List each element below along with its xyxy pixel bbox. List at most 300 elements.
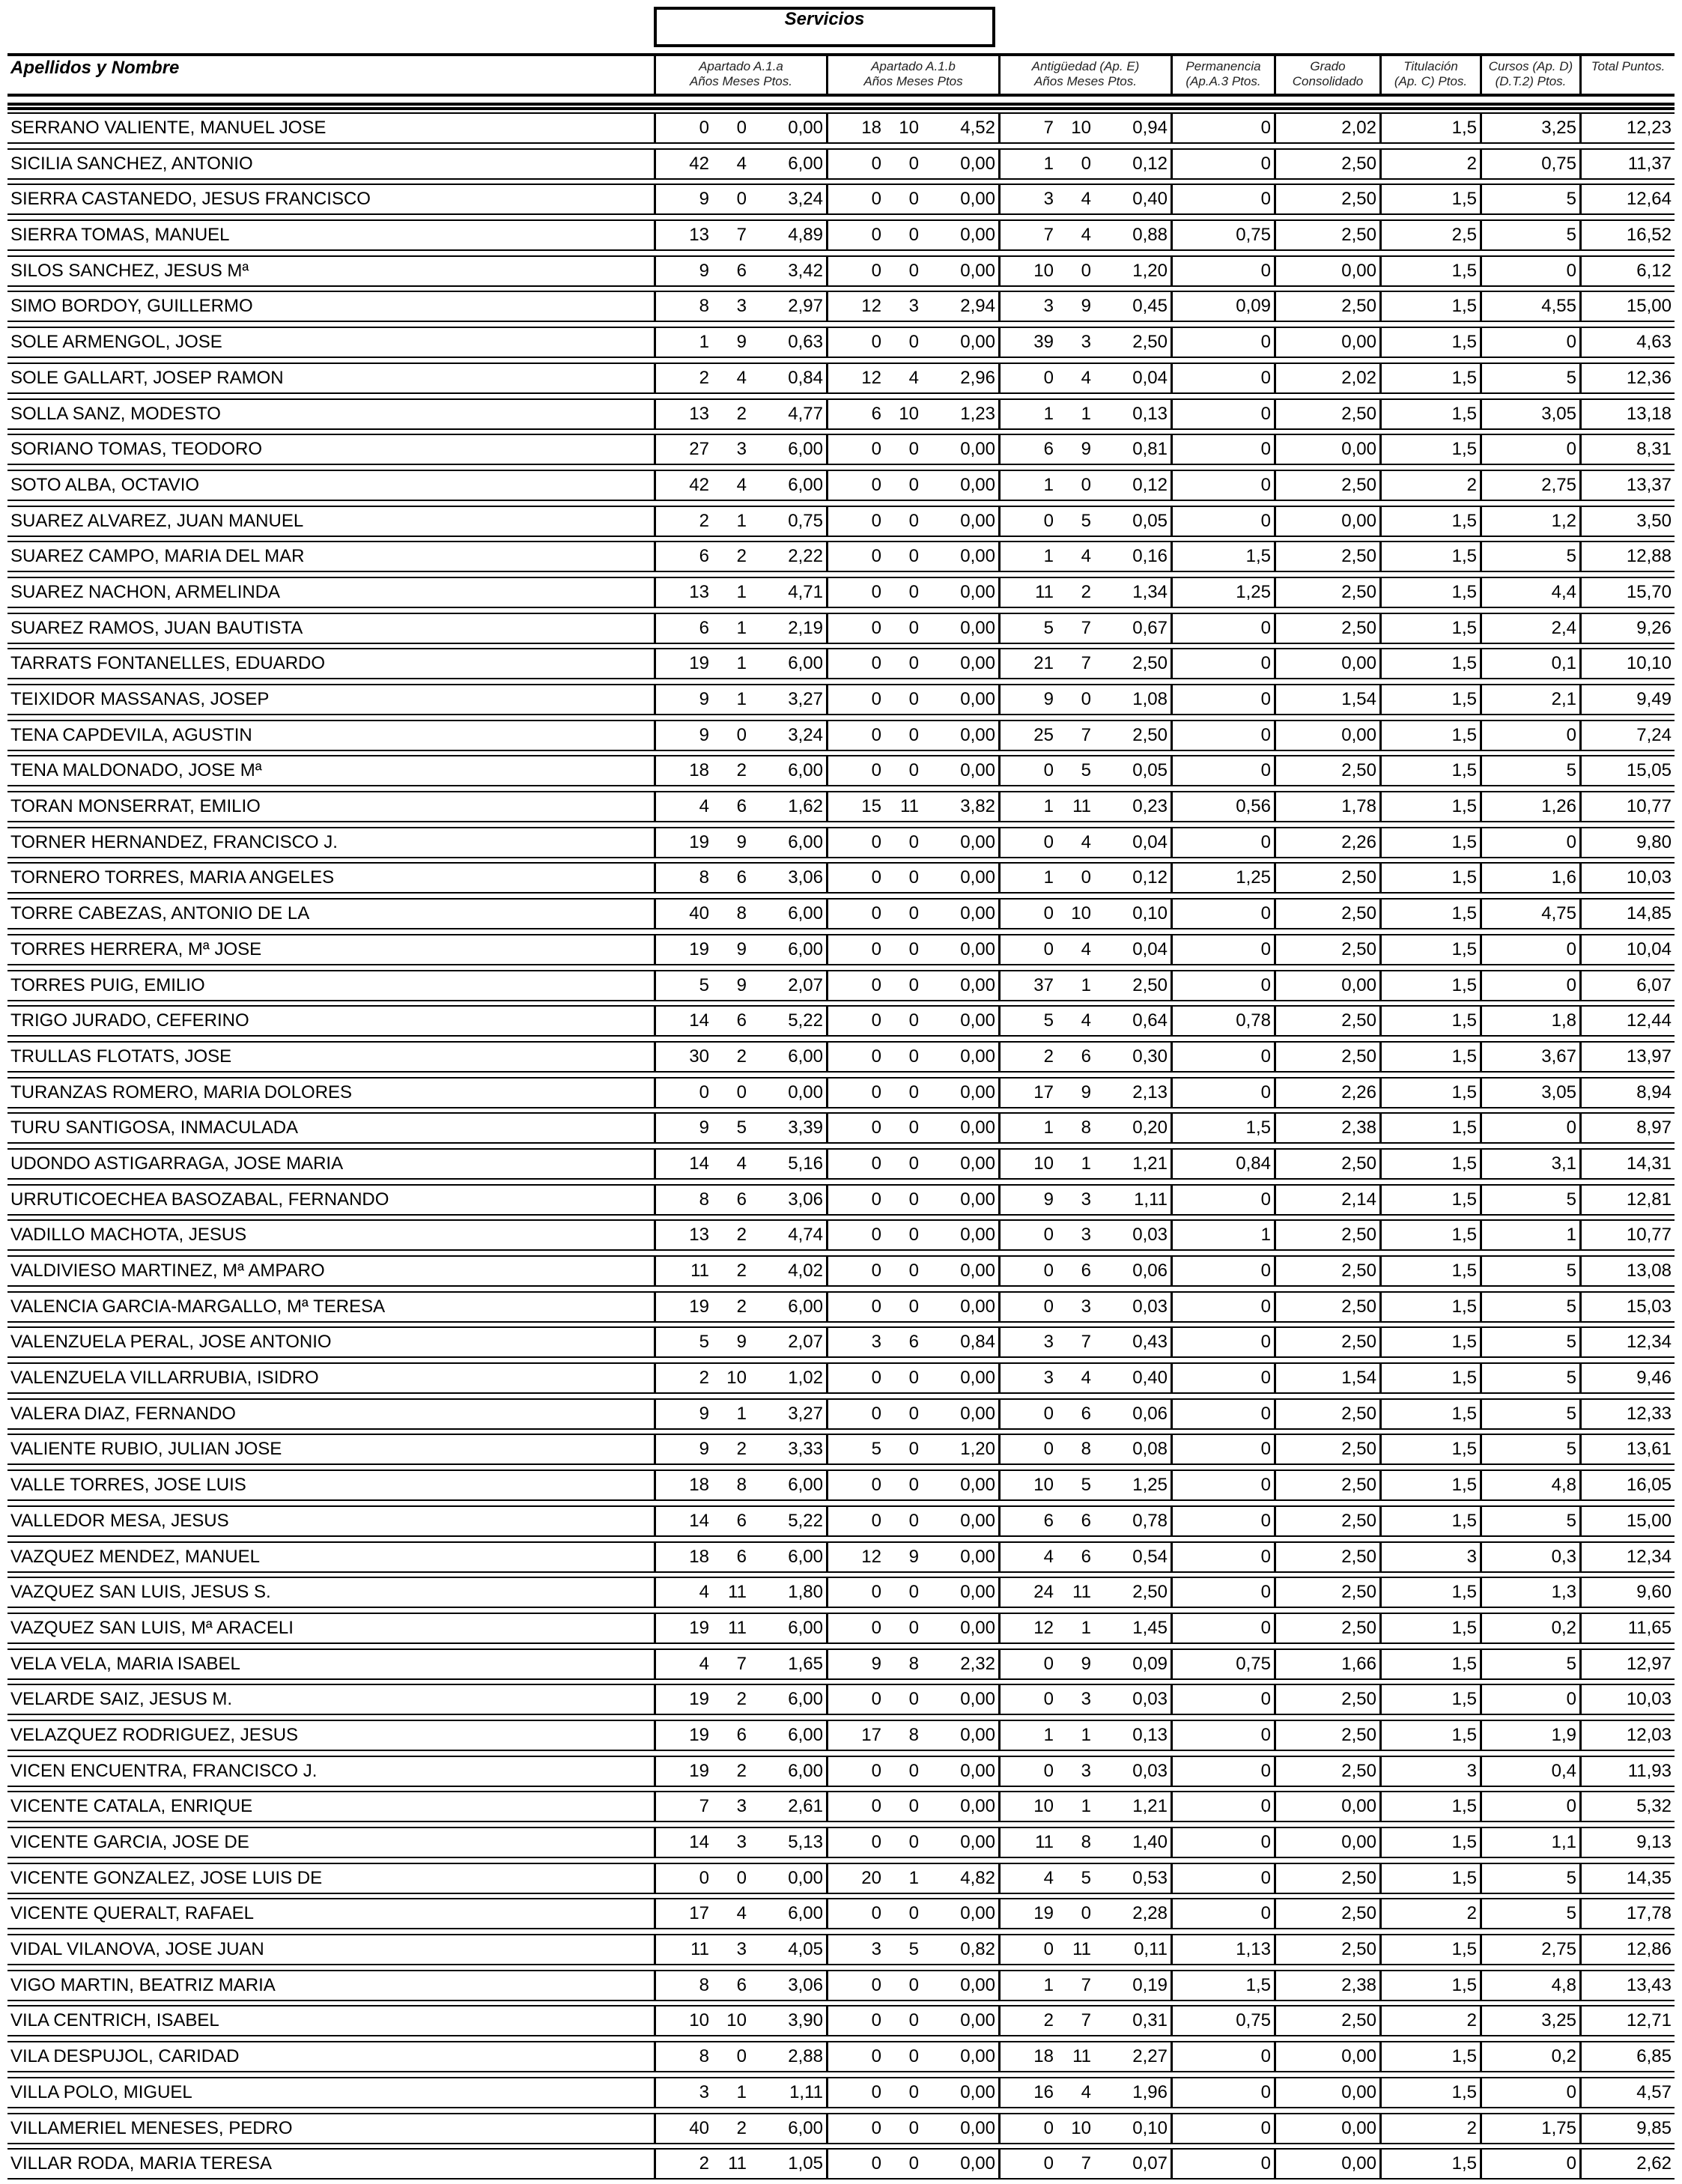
table-row (7, 112, 1675, 144)
cell-permanencia: 0 (1260, 1403, 1271, 1424)
cell-a1b-meses: 0 (908, 260, 919, 281)
cell-grado: 2,50 (1341, 474, 1376, 495)
column-divider (1171, 328, 1173, 357)
column-divider (826, 1757, 828, 1786)
cell-total: 10,03 (1626, 867, 1672, 888)
column-divider (1480, 685, 1482, 714)
cell-a1b-anos: 12 (861, 296, 881, 317)
column-divider (998, 756, 1001, 785)
cell-a1a-anos: 19 (689, 831, 709, 852)
cell-a1b-ptos: 0,00 (960, 617, 995, 638)
cell-cursos: 4,8 (1551, 1974, 1576, 1995)
column-divider (1274, 1079, 1276, 1107)
cell-a1a-ptos: 6,00 (788, 2117, 823, 2138)
cell-titulacion: 1,5 (1451, 1974, 1477, 1995)
column-divider (1480, 1186, 1482, 1214)
cell-a1b-ptos: 0,00 (960, 1368, 995, 1389)
cell-antig-meses: 8 (1081, 1439, 1091, 1460)
cell-antig-anos: 1 (1043, 1117, 1054, 1138)
cell-grado: 0,00 (1341, 332, 1376, 353)
column-divider (1274, 257, 1276, 285)
cell-permanencia: 1,25 (1236, 867, 1271, 888)
cell-a1b-anos: 0 (871, 653, 881, 674)
cell-total: 9,85 (1636, 2117, 1672, 2138)
cell-a1b-ptos: 0,00 (960, 225, 995, 246)
cell-a1b-meses: 0 (908, 1368, 919, 1389)
column-divider (1171, 185, 1173, 213)
cell-a1a-ptos: 6,00 (788, 1689, 823, 1710)
column-divider (998, 2114, 1001, 2143)
column-divider (654, 328, 656, 357)
column-divider (1579, 756, 1582, 785)
table-row (7, 291, 1675, 322)
column-divider (1171, 1899, 1173, 1928)
cell-a1a-meses: 5 (736, 1117, 747, 1138)
cell-name: TURANZAS ROMERO, MARIA DOLORES (10, 1082, 353, 1102)
table-row (7, 862, 1675, 894)
cell-a1b-ptos: 0,00 (960, 1974, 995, 1995)
cell-a1b-anos: 0 (871, 332, 881, 353)
cell-a1b-anos: 0 (871, 1296, 881, 1317)
column-divider (1480, 828, 1482, 857)
column-divider (654, 1792, 656, 1821)
column-divider (998, 649, 1001, 678)
cell-antig-anos: 3 (1043, 1332, 1054, 1353)
column-divider (1379, 1364, 1382, 1392)
cell-total: 13,08 (1626, 1261, 1672, 1281)
header-name: Apellidos y Nombre (10, 58, 180, 78)
column-divider (998, 364, 1001, 392)
cell-antig-anos: 19 (1033, 1903, 1054, 1924)
column-divider (998, 257, 1001, 285)
column-divider (826, 1471, 828, 1499)
cell-permanencia: 0 (1260, 2117, 1271, 2138)
column-divider (1379, 1293, 1382, 1321)
column-divider (1579, 792, 1582, 821)
cell-a1b-meses: 0 (908, 1010, 919, 1031)
column-divider (1171, 2114, 1173, 2143)
cell-grado: 2,50 (1341, 1867, 1376, 1888)
header-a1b: Apartado A.1.b Años Meses Ptos (863, 59, 963, 88)
column-divider (1171, 1650, 1173, 1678)
cell-a1b-anos: 0 (871, 1510, 881, 1531)
column-divider (1480, 1079, 1482, 1107)
cell-a1a-anos: 19 (689, 1724, 709, 1745)
cell-antig-ptos: 0,43 (1132, 1332, 1168, 1353)
column-divider (998, 1614, 1001, 1642)
cell-titulacion: 1,5 (1451, 1832, 1477, 1852)
column-divider (998, 1792, 1001, 1821)
column-divider (1480, 1400, 1482, 1428)
column-divider (1171, 1971, 1173, 2000)
column-divider (654, 1757, 656, 1786)
column-divider (654, 1114, 656, 1142)
column-divider (826, 649, 828, 678)
cell-a1b-meses: 0 (908, 903, 919, 924)
cell-antig-meses: 6 (1081, 1046, 1091, 1067)
column-divider (1480, 292, 1482, 321)
cell-a1a-meses: 1 (736, 617, 747, 638)
cell-permanencia: 0 (1260, 1867, 1271, 1888)
cell-cursos: 0,3 (1551, 1546, 1576, 1567)
cell-antig-anos: 1 (1043, 796, 1054, 817)
cell-antig-ptos: 2,50 (1132, 724, 1168, 745)
cell-name: SOTO ALBA, OCTAVIO (10, 474, 200, 495)
cell-grado: 2,50 (1341, 903, 1376, 924)
cell-a1b-ptos: 0,00 (960, 581, 995, 602)
cell-antig-ptos: 0,11 (1134, 1939, 1168, 1960)
cell-cursos: 3,1 (1551, 1153, 1576, 1174)
cell-a1a-anos: 14 (689, 1510, 709, 1531)
cell-a1b-ptos: 4,52 (960, 118, 995, 138)
cell-a1b-meses: 10 (899, 403, 919, 424)
cell-antig-ptos: 0,05 (1132, 510, 1168, 531)
cell-titulacion: 1,5 (1451, 1082, 1477, 1102)
cell-antig-anos: 10 (1033, 1475, 1054, 1496)
cell-a1a-ptos: 1,62 (788, 796, 823, 817)
column-divider (654, 507, 656, 536)
column-divider (1274, 935, 1276, 964)
cell-antig-ptos: 0,04 (1132, 938, 1168, 959)
cell-a1a-meses: 9 (736, 938, 747, 959)
column-divider (826, 400, 828, 428)
cell-a1a-anos: 42 (689, 474, 709, 495)
cell-antig-meses: 11 (1072, 1939, 1091, 1960)
cell-a1a-anos: 8 (699, 1189, 709, 1210)
column-divider (1379, 1899, 1382, 1928)
cell-grado: 2,50 (1341, 1617, 1376, 1638)
cell-name: VELA VELA, MARIA ISABEL (10, 1653, 240, 1674)
column-divider (654, 400, 656, 428)
column-divider (1379, 2078, 1382, 2107)
column-divider (1171, 900, 1173, 928)
cell-permanencia: 0 (1260, 1046, 1271, 1067)
column-divider (1480, 1507, 1482, 1535)
cell-titulacion: 1,5 (1451, 2081, 1477, 2102)
cell-a1b-anos: 0 (871, 510, 881, 531)
table-row (7, 1648, 1675, 1680)
cell-a1b-ptos: 0,00 (960, 1153, 995, 1174)
cell-name: SOLE ARMENGOL, JOSE (10, 332, 222, 353)
cell-total: 9,26 (1636, 617, 1672, 638)
header-permanencia: Permanencia (Ap.A.3 Ptos. (1185, 59, 1261, 88)
cell-a1a-ptos: 0,63 (788, 332, 823, 353)
cell-a1a-meses: 8 (736, 1475, 747, 1496)
cell-a1b-ptos: 0,00 (960, 1582, 995, 1603)
cell-a1a-anos: 10 (689, 2010, 709, 2031)
cell-antig-anos: 7 (1043, 225, 1054, 246)
cell-titulacion: 1,5 (1451, 332, 1477, 353)
cell-titulacion: 1,5 (1451, 296, 1477, 317)
column-divider (826, 2114, 828, 2143)
column-divider (654, 1435, 656, 1463)
cell-a1b-anos: 0 (871, 1903, 881, 1924)
column-divider (1379, 971, 1382, 1000)
cell-titulacion: 1,5 (1451, 1796, 1477, 1817)
cell-titulacion: 1,5 (1451, 689, 1477, 709)
column-divider (1171, 721, 1173, 750)
column-divider (1579, 292, 1582, 321)
table-row (7, 1255, 1675, 1287)
cell-a1a-meses: 0 (736, 189, 747, 210)
cell-total: 12,23 (1626, 118, 1672, 138)
cell-antig-meses: 9 (1081, 439, 1091, 460)
cell-a1b-meses: 0 (908, 1582, 919, 1603)
column-divider (1579, 1650, 1582, 1678)
cell-a1a-anos: 4 (699, 796, 709, 817)
cell-permanencia: 0 (1260, 403, 1271, 424)
cell-permanencia: 0 (1260, 1296, 1271, 1317)
cell-a1b-meses: 0 (908, 1082, 919, 1102)
cell-total: 11,93 (1627, 1760, 1672, 1781)
cell-permanencia: 0 (1260, 2081, 1271, 2102)
cell-antig-anos: 1 (1043, 867, 1054, 888)
column-divider (1480, 1971, 1482, 2000)
cell-cursos: 5 (1566, 1261, 1576, 1281)
cell-antig-ptos: 0,03 (1132, 1760, 1168, 1781)
cell-total: 12,44 (1626, 1010, 1672, 1031)
column-divider (1171, 507, 1173, 536)
cell-a1a-ptos: 5,13 (788, 1832, 823, 1852)
cell-a1a-ptos: 6,00 (788, 439, 823, 460)
column-divider (1579, 328, 1582, 357)
cell-a1b-anos: 6 (871, 403, 881, 424)
cell-antig-ptos: 2,13 (1132, 1082, 1168, 1102)
cell-a1a-ptos: 1,05 (788, 2153, 823, 2174)
cell-total: 15,70 (1626, 581, 1672, 602)
cell-a1b-meses: 0 (908, 225, 919, 246)
column-divider (1579, 1186, 1582, 1214)
column-divider (1379, 1578, 1382, 1607)
cell-antig-meses: 10 (1071, 903, 1091, 924)
cell-antig-meses: 10 (1071, 2117, 1091, 2138)
cell-antig-meses: 6 (1081, 1510, 1091, 1531)
cell-permanencia: 0 (1260, 831, 1271, 852)
cell-a1b-ptos: 0,00 (960, 510, 995, 531)
column-divider (826, 1150, 828, 1178)
cell-a1b-meses: 1 (908, 1867, 919, 1888)
column-divider (1171, 364, 1173, 392)
column-divider (998, 471, 1001, 500)
column-divider (1480, 114, 1482, 142)
column-divider (1480, 649, 1482, 678)
column-divider (654, 721, 656, 750)
column-divider (998, 1043, 1001, 1071)
cell-grado: 2,50 (1341, 1296, 1376, 1317)
cell-a1a-meses: 2 (736, 1760, 747, 1781)
cell-antig-ptos: 1,21 (1132, 1153, 1168, 1174)
cell-a1b-anos: 0 (871, 1796, 881, 1817)
table-row (7, 1827, 1675, 1858)
cell-grado: 2,50 (1341, 546, 1376, 567)
table-row (7, 1148, 1675, 1180)
cell-a1b-meses: 0 (908, 1760, 919, 1781)
cell-antig-anos: 5 (1043, 617, 1054, 638)
column-divider (1579, 114, 1582, 142)
cell-a1b-ptos: 4,82 (960, 1867, 995, 1888)
cell-a1b-anos: 9 (871, 1653, 881, 1674)
column-divider (1480, 900, 1482, 928)
cell-a1a-ptos: 3,06 (788, 867, 823, 888)
column-divider (826, 1828, 828, 1857)
cell-total: 12,81 (1626, 1189, 1672, 1210)
column-divider (998, 1186, 1001, 1214)
cell-name: VALLEDOR MESA, JESUS (10, 1510, 229, 1531)
column-divider (1274, 685, 1276, 714)
cell-a1b-meses: 10 (899, 118, 919, 138)
cell-a1b-meses: 0 (908, 2081, 919, 2102)
cell-grado: 2,50 (1341, 225, 1376, 246)
cell-a1b-meses: 0 (908, 1832, 919, 1852)
column-divider (1171, 257, 1173, 285)
cell-a1a-meses: 2 (736, 2117, 747, 2138)
cell-antig-ptos: 1,08 (1132, 689, 1168, 709)
cell-antig-ptos: 0,13 (1132, 403, 1168, 424)
column-divider (1274, 185, 1276, 213)
column-divider (654, 2078, 656, 2107)
cell-a1b-anos: 0 (871, 2046, 881, 2067)
cell-antig-meses: 9 (1081, 296, 1091, 317)
column-divider (1171, 649, 1173, 678)
cell-a1a-meses: 7 (736, 225, 747, 246)
cell-a1b-ptos: 0,00 (960, 653, 995, 674)
cell-antig-anos: 16 (1033, 2081, 1054, 2102)
cell-a1b-ptos: 0,00 (960, 546, 995, 567)
cell-antig-ptos: 0,31 (1132, 2010, 1168, 2031)
cell-cursos: 1,1 (1551, 1832, 1576, 1852)
column-divider (1579, 828, 1582, 857)
column-divider (1480, 1828, 1482, 1857)
cell-antig-anos: 11 (1035, 1832, 1054, 1852)
cell-a1b-meses: 8 (908, 1653, 919, 1674)
column-divider (998, 400, 1001, 428)
cell-a1b-ptos: 0,00 (960, 1296, 995, 1317)
table-row (7, 1077, 1675, 1108)
column-divider (998, 507, 1001, 536)
cell-antig-ptos: 0,64 (1132, 1010, 1168, 1031)
cell-antig-ptos: 0,16 (1132, 546, 1168, 567)
column-divider (1274, 114, 1276, 142)
cell-a1b-anos: 0 (871, 1403, 881, 1424)
cell-a1a-ptos: 1,80 (788, 1582, 823, 1603)
column-divider (826, 935, 828, 964)
header-total: Total Puntos. (1591, 59, 1666, 73)
cell-grado: 2,50 (1341, 153, 1376, 174)
cell-antig-anos: 11 (1035, 581, 1054, 602)
column-divider (826, 1685, 828, 1714)
column-divider (1379, 828, 1382, 857)
cell-a1a-anos: 4 (699, 1582, 709, 1603)
column-divider (826, 1364, 828, 1392)
column-divider (998, 1935, 1001, 1964)
cell-a1b-ptos: 0,00 (960, 1117, 995, 1138)
cell-cursos: 1,26 (1541, 796, 1576, 817)
cell-a1a-anos: 7 (699, 1796, 709, 1817)
column-divider (1480, 1864, 1482, 1893)
cell-name: VALENCIA GARCIA-MARGALLO, Mª TERESA (10, 1296, 386, 1317)
column-divider (826, 2150, 828, 2178)
cell-permanencia: 0 (1260, 367, 1271, 388)
cell-antig-meses: 1 (1081, 1617, 1091, 1638)
cell-a1a-meses: 1 (736, 689, 747, 709)
cell-antig-ptos: 1,21 (1132, 1796, 1168, 1817)
table-row (7, 1398, 1675, 1430)
cell-a1a-ptos: 3,27 (788, 1403, 823, 1424)
column-divider (1274, 364, 1276, 392)
column-divider (1480, 935, 1482, 964)
column-divider (654, 971, 656, 1000)
cell-antig-anos: 25 (1033, 724, 1054, 745)
column-divider (1274, 792, 1276, 821)
cell-a1b-meses: 0 (908, 1974, 919, 1995)
cell-a1b-ptos: 0,00 (960, 2081, 995, 2102)
cell-cursos: 1,6 (1551, 867, 1576, 888)
column-divider (1480, 150, 1482, 178)
cell-name: SOLLA SANZ, MODESTO (10, 403, 221, 424)
column-divider (998, 292, 1001, 321)
column-divider (1579, 935, 1582, 964)
cell-grado: 0,00 (1341, 260, 1376, 281)
cell-a1a-anos: 0 (699, 1082, 709, 1102)
column-divider (1274, 1043, 1276, 1071)
cell-a1b-anos: 0 (871, 1475, 881, 1496)
cell-titulacion: 1,5 (1451, 760, 1477, 781)
cell-a1a-ptos: 6,00 (788, 1546, 823, 1567)
column-divider (826, 578, 828, 607)
cell-a1b-meses: 0 (908, 760, 919, 781)
cell-permanencia: 0 (1260, 1439, 1271, 1460)
cell-a1b-anos: 0 (871, 546, 881, 567)
table-row (7, 1362, 1675, 1394)
cell-a1b-anos: 0 (871, 831, 881, 852)
cell-cursos: 0 (1566, 974, 1576, 995)
cell-a1a-ptos: 6,00 (788, 153, 823, 174)
cell-cursos: 5 (1566, 1189, 1576, 1210)
cell-permanencia: 0 (1260, 153, 1271, 174)
column-divider (1379, 1864, 1382, 1893)
cell-a1b-ptos: 0,00 (960, 689, 995, 709)
cell-cursos: 1,75 (1541, 2117, 1576, 2138)
cell-grado: 2,50 (1341, 867, 1376, 888)
cell-permanencia: 0 (1260, 2046, 1271, 2067)
column-divider (654, 364, 656, 392)
cell-a1b-ptos: 0,00 (960, 1546, 995, 1567)
column-divider (1274, 1507, 1276, 1535)
cell-a1b-meses: 0 (908, 724, 919, 745)
cell-a1b-meses: 0 (908, 938, 919, 959)
cell-total: 8,97 (1636, 1117, 1672, 1138)
column-divider (826, 1400, 828, 1428)
column-divider (826, 185, 828, 213)
cell-permanencia: 0 (1260, 1760, 1271, 1781)
cell-antig-ptos: 0,04 (1132, 831, 1168, 852)
cell-a1a-ptos: 5,22 (788, 1010, 823, 1031)
cell-a1a-anos: 9 (699, 689, 709, 709)
cell-a1b-anos: 3 (871, 1332, 881, 1353)
table-row (7, 470, 1675, 501)
cell-a1a-meses: 6 (736, 1724, 747, 1745)
cell-antig-anos: 39 (1033, 332, 1054, 353)
cell-a1a-meses: 7 (736, 1653, 747, 1674)
column-divider (998, 1435, 1001, 1463)
cell-permanencia: 0 (1260, 938, 1271, 959)
column-divider (1579, 2042, 1582, 2071)
cell-a1a-anos: 30 (689, 1046, 709, 1067)
cell-total: 6,85 (1636, 2046, 1672, 2067)
cell-cursos: 5 (1566, 189, 1576, 210)
cell-titulacion: 1,5 (1451, 1010, 1477, 1031)
cell-a1b-anos: 0 (871, 2010, 881, 2031)
